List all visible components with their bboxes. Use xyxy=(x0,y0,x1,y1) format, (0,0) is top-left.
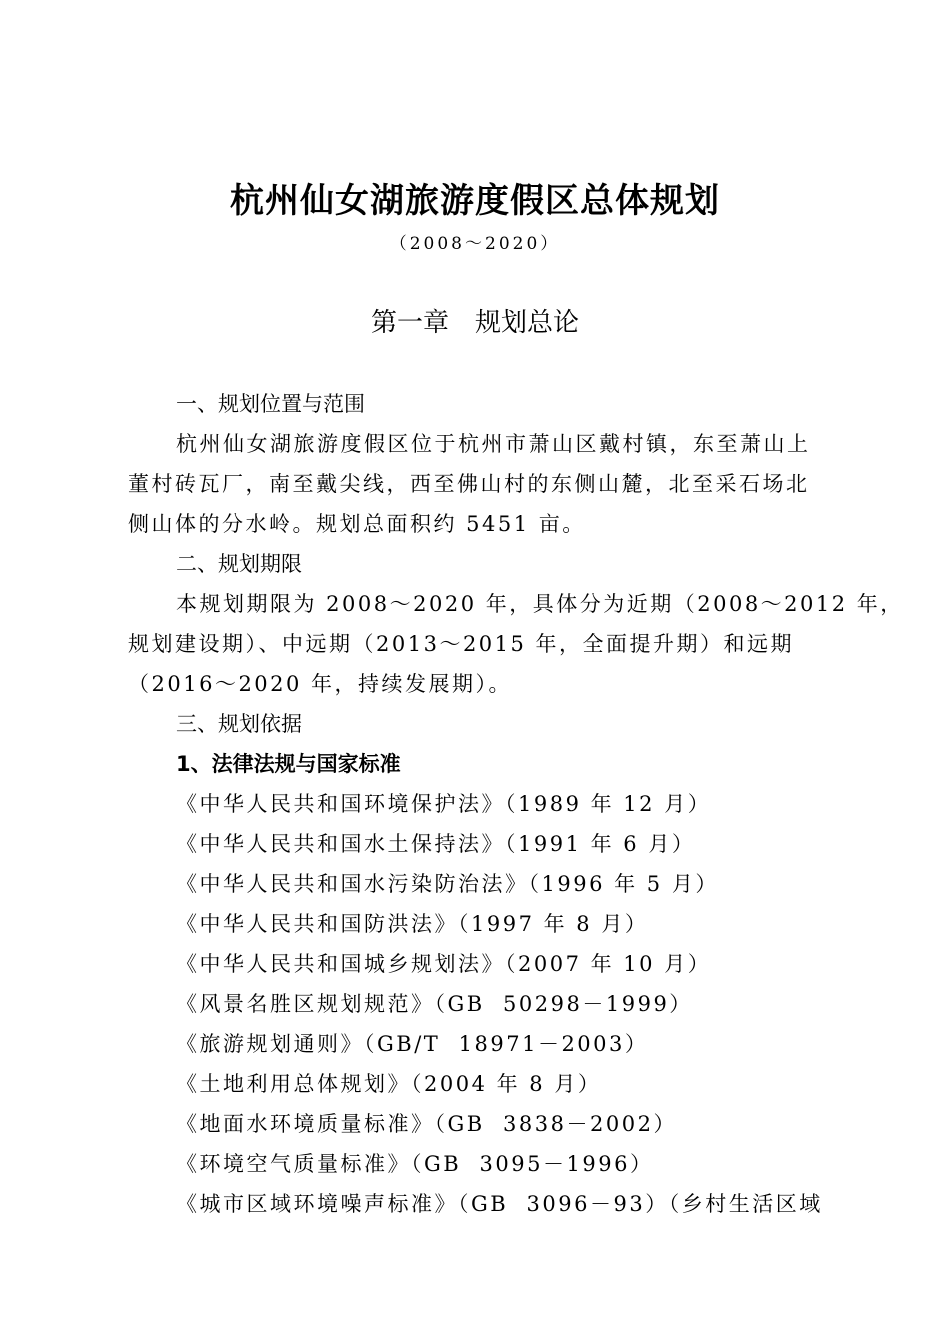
law-list-item: 《风景名胜区规划规范》（GB 50298－1999） xyxy=(176,992,693,1016)
law-list-item: 《环境空气质量标准》（GB 3095－1996） xyxy=(176,1152,654,1176)
law-list-item: 《城市区域环境噪声标准》（GB 3096－93）（乡村生活区域 xyxy=(176,1192,823,1216)
section-heading-basis: 三、规划依据 xyxy=(176,712,302,736)
law-list-item: 《中华人民共和国环境保护法》（1989 年 12 月） xyxy=(176,792,712,816)
document-title: 杭州仙女湖旅游度假区总体规划 xyxy=(230,181,720,221)
paragraph-line: （2016～2020 年，持续发展期）。 xyxy=(128,672,513,696)
paragraph-line: 规划建设期）、中远期（2013～2015 年，全面提升期）和远期 xyxy=(128,632,795,656)
law-list-item: 《中华人民共和国城乡规划法》（2007 年 10 月） xyxy=(176,952,712,976)
chapter-title: 第一章 规划总论 xyxy=(370,308,579,338)
paragraph-line: 杭州仙女湖旅游度假区位于杭州市萧山区戴村镇，东至萧山上 xyxy=(176,432,811,456)
document-years: （2008～2020） xyxy=(389,234,561,254)
paragraph-line: 本规划期限为 2008～2020 年，具体分为近期（2008～2012 年， xyxy=(176,592,904,616)
paragraph-line: 董村砖瓦厂，南至戴尖线，西至佛山村的东侧山麓，北至采石场北 xyxy=(128,472,810,496)
law-list-item: 《中华人民共和国水土保持法》（1991 年 6 月） xyxy=(176,832,696,856)
law-list-item: 《中华人民共和国防洪法》（1997 年 8 月） xyxy=(176,912,649,936)
subsection-heading-laws: 1、法律法规与国家标准 xyxy=(176,752,401,776)
law-list-item: 《土地利用总体规划》（2004 年 8 月） xyxy=(176,1072,602,1096)
paragraph-line: 侧山体的分水岭。规划总面积约 5451 亩。 xyxy=(128,512,586,536)
law-list-item: 《地面水环境质量标准》（GB 3838－2002） xyxy=(176,1112,677,1136)
law-list-item: 《旅游规划通则》（GB/T 18971－2003） xyxy=(176,1032,649,1056)
section-heading-period: 二、规划期限 xyxy=(176,552,302,576)
section-heading-location: 一、规划位置与范围 xyxy=(176,392,365,416)
law-list-item: 《中华人民共和国水污染防治法》（1996 年 5 月） xyxy=(176,872,719,896)
